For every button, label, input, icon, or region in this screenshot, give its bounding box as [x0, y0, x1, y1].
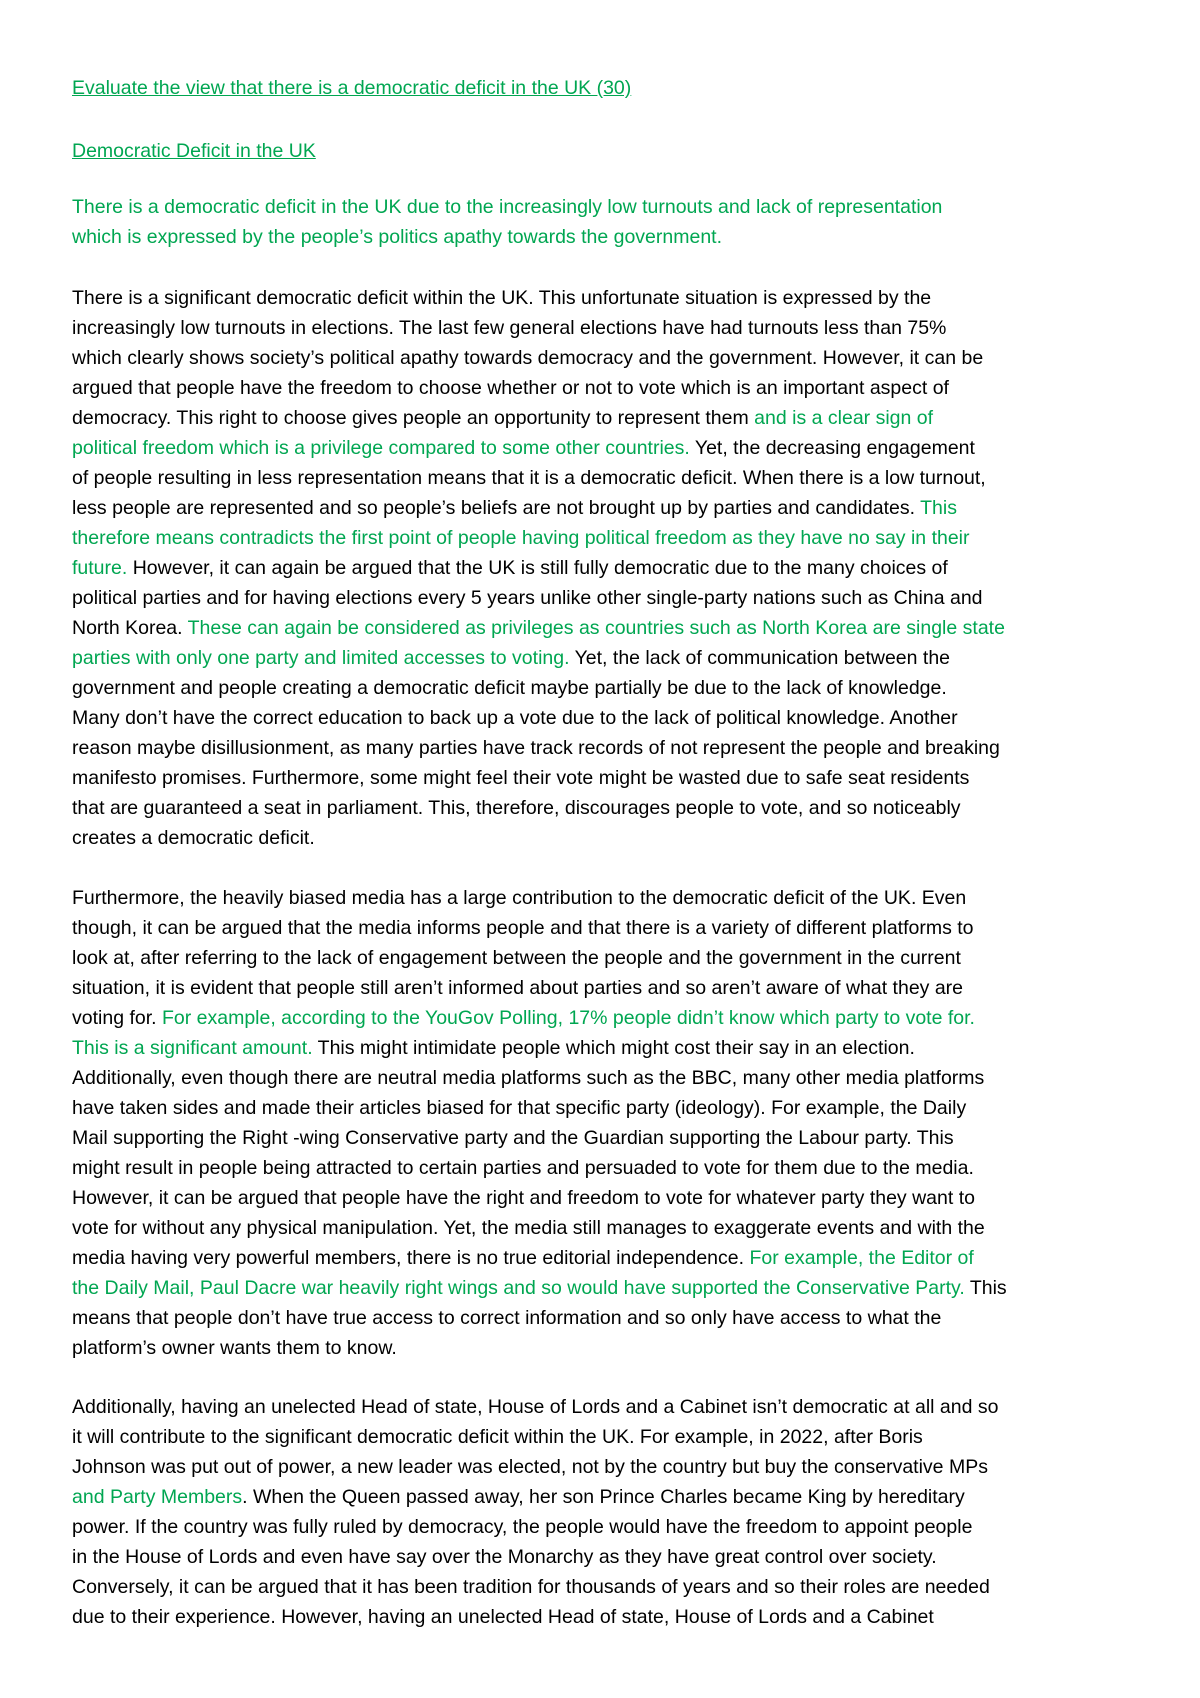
body-text: of people resulting in less representation means that it is a democratic deficit. When there is a low turnout, — [72, 467, 986, 489]
paragraph-line — [72, 433, 1144, 463]
paragraph-line — [72, 283, 1144, 313]
paragraph-line — [72, 493, 1144, 523]
paragraph-line — [72, 1243, 1144, 1273]
paragraph-line — [72, 1452, 1144, 1482]
body-paragraph-unelected — [72, 1392, 1144, 1632]
paragraph-line — [72, 883, 1144, 913]
body-text: look at, after referring to the lack of engagement between the people and the government in the current — [72, 947, 961, 969]
paragraph-line — [72, 1183, 1144, 1213]
paragraph-line — [72, 343, 1144, 373]
body-text: might result in people being attracted to certain parties and persuaded to vote for them due to the media. — [72, 1157, 974, 1179]
paragraph-line — [72, 1003, 1144, 1033]
body-text: less people are represented and so people’s beliefs are not brought up by parties and candidates. — [72, 497, 921, 519]
paragraph-line — [72, 643, 1144, 673]
body-text: situation, it is evident that people still aren’t informed about parties and so aren’t aware of what they are — [72, 977, 964, 999]
paragraph-line — [72, 1482, 1144, 1512]
body-text: voting for. — [72, 1007, 162, 1029]
paragraph-line — [72, 703, 1144, 733]
body-text: increasingly low turnouts in elections. The last few general elections have had turnouts less than 75% — [72, 317, 947, 339]
highlighted-text: and Party Members — [72, 1486, 243, 1508]
highlighted-text: therefore means contradicts the first point of people having political freedom as they have no say in their — [72, 527, 970, 549]
body-text: manifesto promises. Furthermore, some might feel their vote might be wasted due to safe seat residents — [72, 767, 970, 789]
body-text: Yet, the decreasing engagement — [689, 437, 975, 459]
body-text: . When the Queen passed away, her son Prince Charles became King by hereditary — [242, 1486, 965, 1508]
body-text: political parties and for having elections every 5 years unlike other single-party nations such as China and — [72, 587, 983, 609]
body-text: argued that people have the freedom to choose whether or not to vote which is an important aspect of — [72, 377, 949, 399]
body-text: Additionally, having an unelected Head of state, House of Lords and a Cabinet isn’t democratic at all and so — [72, 1396, 999, 1418]
body-text: media having very powerful members, there is no true editorial independence. — [72, 1247, 750, 1269]
intro-paragraph — [72, 192, 1144, 252]
paragraph-line — [72, 1392, 1144, 1422]
paragraph-line — [72, 1602, 1144, 1632]
highlighted-text: political freedom which is a privilege compared to some other countries. — [72, 437, 690, 459]
body-text: democracy. This right to choose gives people an opportunity to represent them — [72, 407, 755, 429]
highlighted-text: the Daily Mail, Paul Dacre war heavily right wings and so would have supported the Conservative Party. — [72, 1277, 965, 1299]
body-text: Johnson was put out of power, a new leader was elected, not by the country but buy the conservative MPs — [72, 1456, 988, 1478]
essay-question-title: Evaluate the view that there is a democratic deficit in the UK (30) — [72, 77, 632, 99]
body-text: platform’s owner wants them to know. — [72, 1337, 397, 1359]
paragraph-line — [72, 613, 1144, 643]
paragraph-line — [72, 463, 1144, 493]
highlighted-text: This is a significant amount. — [72, 1037, 313, 1059]
body-text: that are guaranteed a seat in parliament. This, therefore, discourages people to vote, and so noticeably — [72, 797, 961, 819]
paragraph-line — [72, 823, 1144, 853]
body-text: There is a significant democratic deficit within the UK. This unfortunate situation is expressed by the — [72, 287, 932, 309]
paragraph-line — [72, 1542, 1144, 1572]
paragraph-line — [72, 553, 1144, 583]
paragraph-line — [72, 793, 1144, 823]
body-text: it will contribute to the significant democratic deficit within the UK. For example, in 2022, after Boris — [72, 1426, 923, 1448]
highlighted-text: This — [920, 497, 957, 519]
paragraph-line — [72, 523, 1144, 553]
paragraph-line — [72, 1333, 1144, 1363]
paragraph-line — [72, 1123, 1144, 1153]
body-text: means that people don’t have true access to correct information and so only have access to what the — [72, 1307, 942, 1329]
body-paragraph-media — [72, 883, 1144, 1363]
body-text: government and people creating a democratic deficit maybe partially be due to the lack of knowledge. — [72, 677, 947, 699]
body-text: have taken sides and made their articles biased for that specific party (ideology). For example, the Daily — [72, 1097, 967, 1119]
body-text: due to their experience. However, having an unelected Head of state, House of Lords and a Cabinet — [72, 1606, 934, 1628]
paragraph-line — [72, 583, 1144, 613]
highlighted-text: future. — [72, 557, 128, 579]
paragraph-line — [72, 1512, 1144, 1542]
paragraph-line — [72, 313, 1144, 343]
highlighted-text: and is a clear sign of — [754, 407, 934, 429]
highlighted-text: parties with only one party and limited accesses to voting. — [72, 647, 570, 669]
body-text: Yet, the lack of communication between the — [569, 647, 951, 669]
paragraph-line — [72, 1572, 1144, 1602]
body-text: North Korea. — [72, 617, 188, 639]
paragraph-line — [72, 973, 1144, 1003]
intro-line: There is a democratic deficit in the UK due to the increasingly low turnouts and lack of representation — [72, 196, 943, 218]
body-text: This might intimidate people which might cost their say in an election. — [312, 1037, 915, 1059]
paragraph-line — [72, 373, 1144, 403]
section-heading: Democratic Deficit in the UK — [72, 140, 316, 162]
paragraph-line — [72, 1093, 1144, 1123]
body-text: Furthermore, the heavily biased media has a large contribution to the democratic deficit of the UK. Even — [72, 887, 967, 909]
body-text: though, it can be argued that the media informs people and that there is a variety of different platforms to — [72, 917, 974, 939]
highlighted-text: These can again be considered as privileges as countries such as North Korea are single state — [187, 617, 1005, 639]
body-text: However, it can again be argued that the UK is still fully democratic due to the many choices of — [127, 557, 948, 579]
body-text: Mail supporting the Right -wing Conservative party and the Guardian supporting the Labour party. This — [72, 1127, 954, 1149]
body-text: Many don’t have the correct education to back up a vote due to the lack of political knowledge. Another — [72, 707, 958, 729]
paragraph-line — [72, 1033, 1144, 1063]
paragraph-line — [72, 1153, 1144, 1183]
paragraph-line — [72, 1213, 1144, 1243]
paragraph-line — [72, 673, 1144, 703]
body-text: However, it can be argued that people have the right and freedom to vote for whatever party they want to — [72, 1187, 975, 1209]
body-text: reason maybe disillusionment, as many parties have track records of not represent the people and breaking — [72, 737, 1000, 759]
paragraph-line — [72, 943, 1144, 973]
paragraph-line — [72, 1063, 1144, 1093]
body-text: Conversely, it can be argued that it has been tradition for thousands of years and so their roles are needed — [72, 1576, 990, 1598]
body-text: power. If the country was fully ruled by democracy, the people would have the freedom to appoint people — [72, 1516, 973, 1538]
body-text: This — [964, 1277, 1007, 1299]
body-text: vote for without any physical manipulation. Yet, the media still manages to exaggerate events and with the — [72, 1217, 985, 1239]
paragraph-line — [72, 1303, 1144, 1333]
paragraph-line — [72, 403, 1144, 433]
paragraph-line — [72, 1422, 1144, 1452]
highlighted-text: For example, according to the YouGov Polling, 17% people didn’t know which party to vote for. — [161, 1007, 975, 1029]
body-paragraph-turnout — [72, 283, 1144, 853]
body-text: creates a democratic deficit. — [72, 827, 315, 849]
body-text: which clearly shows society’s political apathy towards democracy and the government. However, it can be — [72, 347, 984, 369]
paragraph-line — [72, 1273, 1144, 1303]
intro-line: which is expressed by the people’s politics apathy towards the government. — [72, 226, 723, 248]
paragraph-line — [72, 913, 1144, 943]
body-text: Additionally, even though there are neutral media platforms such as the BBC, many other media platforms — [72, 1067, 985, 1089]
paragraph-line — [72, 763, 1144, 793]
body-text: in the House of Lords and even have say over the Monarchy as they have great control over society. — [72, 1546, 937, 1568]
highlighted-text: For example, the Editor of — [749, 1247, 974, 1269]
paragraph-line — [72, 733, 1144, 763]
